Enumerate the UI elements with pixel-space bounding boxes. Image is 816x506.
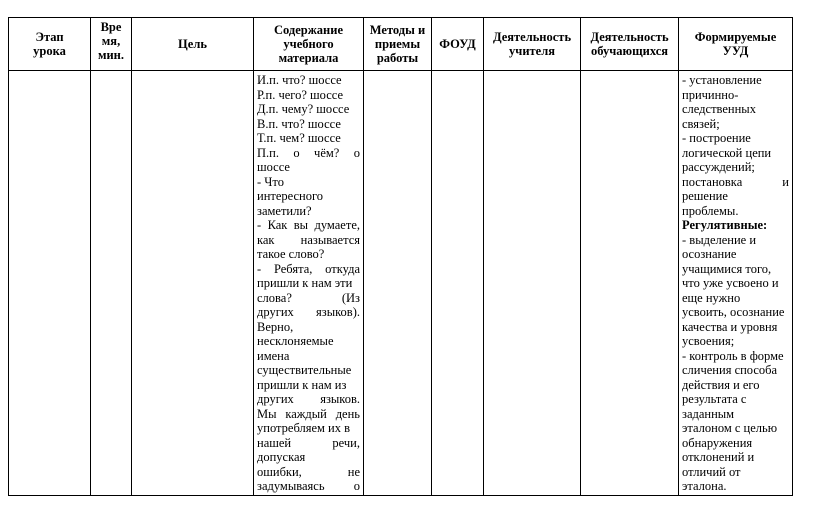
content-line: допуская bbox=[257, 450, 306, 464]
uud-line: отклонений и bbox=[682, 450, 755, 464]
content-line: - Как вы думаете, bbox=[257, 218, 360, 232]
uud-line: - контроль в форме bbox=[682, 348, 784, 363]
uud-line: логической цепи bbox=[682, 145, 772, 160]
uud-line: - выделение и bbox=[682, 232, 757, 247]
cell-student-activity bbox=[581, 71, 679, 496]
content-line: других языков). bbox=[257, 305, 360, 319]
content-line: употребляем их в bbox=[257, 421, 351, 435]
header-row bbox=[9, 18, 793, 71]
content-line: - Ребята, откуда bbox=[257, 261, 360, 276]
content-line: П.п. о чём? о bbox=[257, 145, 360, 160]
content-line: имена bbox=[257, 348, 290, 363]
uud-line: связей; bbox=[682, 116, 720, 131]
uud-line: что уже усвоено и bbox=[682, 276, 779, 290]
uud-line: сличения способа bbox=[682, 363, 778, 377]
header-teacher-activity: Деятельность учителя bbox=[484, 18, 581, 71]
uud-line: рассуждений; bbox=[682, 160, 755, 174]
uud-line: отличий от bbox=[682, 464, 741, 479]
uud-line: - установление bbox=[682, 73, 762, 87]
header-stage: Этап урока bbox=[9, 18, 91, 71]
cell-methods bbox=[364, 71, 432, 496]
content-line: Р.п. чего? шоссе bbox=[257, 87, 344, 102]
content-line: Т.п. чем? шоссе bbox=[257, 131, 341, 145]
content-line: несклоняемые bbox=[257, 334, 334, 348]
content-line: существительные bbox=[257, 363, 352, 377]
header-methods: Методы и приемы работы bbox=[364, 18, 432, 71]
uud-line: причинно- bbox=[682, 87, 739, 102]
header-content: Содержание учебного материала bbox=[254, 18, 364, 71]
header-time: Вре мя, мин. bbox=[91, 18, 132, 71]
uud-line: результата с bbox=[682, 392, 747, 406]
content-line: такое слово? bbox=[257, 247, 325, 261]
uud-line: еще нужно bbox=[682, 290, 741, 305]
uud-line: действия и его bbox=[682, 377, 760, 392]
content-line: Мы каждый день bbox=[257, 406, 360, 421]
cell-teacher-activity bbox=[484, 71, 581, 496]
content-line: ошибки, не bbox=[257, 464, 360, 479]
content-line: Д.п. чему? шоссе bbox=[257, 102, 350, 116]
uud-line: заданным bbox=[682, 406, 735, 421]
content-row bbox=[9, 71, 793, 496]
content-line: других языков. bbox=[257, 392, 360, 406]
header-uud: Формируемые УУД bbox=[679, 18, 793, 71]
cell-time bbox=[91, 71, 132, 496]
content-line: нашей речи, bbox=[257, 435, 360, 450]
uud-line: учащимися того, bbox=[682, 261, 772, 276]
content-line: пришли к нам из bbox=[257, 377, 347, 392]
cell-goal bbox=[132, 71, 254, 496]
content-line: слова? (Из bbox=[257, 290, 360, 305]
uud-line: Регулятивные: bbox=[682, 218, 768, 232]
uud-line: - построение bbox=[682, 131, 751, 145]
uud-line: эталоном с целью bbox=[682, 421, 778, 435]
content-line: как называется bbox=[257, 232, 360, 247]
uud-text bbox=[682, 71, 789, 494]
cell-content bbox=[254, 71, 364, 496]
content-line: В.п. что? шоссе bbox=[257, 116, 341, 131]
content-line: пришли к нам эти bbox=[257, 276, 353, 290]
uud-line: качества и уровня bbox=[682, 319, 778, 334]
uud-line: усвоения; bbox=[682, 334, 735, 348]
content-line: заметили? bbox=[257, 203, 312, 218]
content-line: - Что bbox=[257, 174, 284, 189]
uud-line: проблемы. bbox=[682, 203, 739, 218]
header-foud: ФОУД bbox=[432, 18, 484, 71]
lesson-plan-table bbox=[8, 17, 793, 496]
content-line: шоссе bbox=[257, 160, 290, 174]
header-goal: Цель bbox=[132, 18, 254, 71]
cell-foud bbox=[432, 71, 484, 496]
content-line: Верно, bbox=[257, 319, 294, 334]
content-line: И.п. что? шоссе bbox=[257, 73, 342, 87]
uud-line: обнаружения bbox=[682, 435, 753, 450]
header-student-activity: Деятельность обучающихся bbox=[581, 18, 679, 71]
uud-line: постановка и bbox=[682, 174, 789, 189]
content-line: интересного bbox=[257, 189, 324, 203]
uud-line: эталона. bbox=[682, 479, 727, 493]
uud-line: осознание bbox=[682, 247, 737, 261]
cell-stage bbox=[9, 71, 91, 496]
uud-line: усвоить, осознание bbox=[682, 305, 785, 319]
cell-uud bbox=[679, 71, 793, 496]
uud-line: решение bbox=[682, 189, 728, 203]
content-line: задумываясь о bbox=[257, 479, 360, 493]
content-text bbox=[257, 71, 360, 494]
uud-line: следственных bbox=[682, 102, 756, 116]
